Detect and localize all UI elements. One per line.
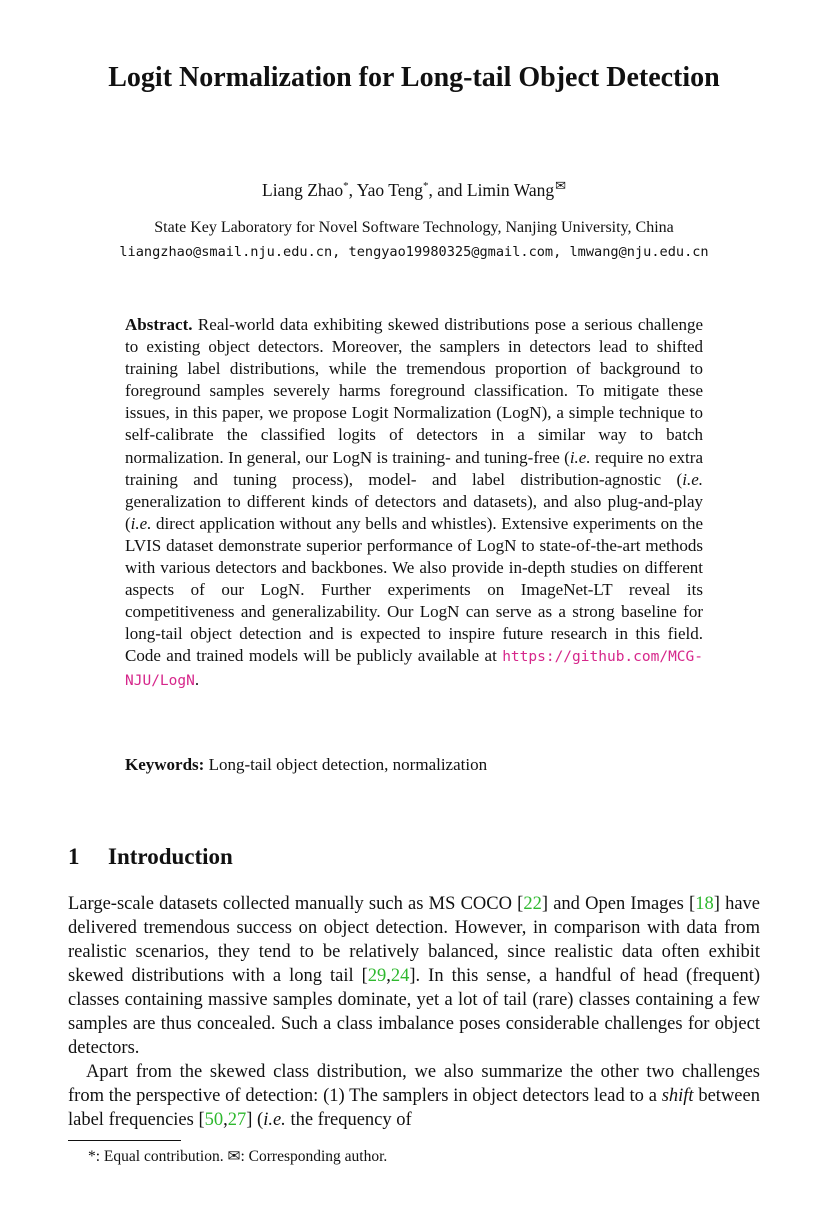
abstract-label: Abstract.	[125, 315, 193, 334]
code-link[interactable]: https://github.com/MCG-NJU/LogN	[125, 649, 703, 689]
paragraph-text: Apart from the skewed class distribution, we also summarize the other two challenges from the perspective of detection: (1) The samplers in object detectors lead to a	[68, 1062, 760, 1106]
citation-link[interactable]: 27	[227, 1110, 247, 1130]
footnote-text: : Corresponding author.	[240, 1148, 388, 1165]
paragraph-text: ] (	[246, 1110, 264, 1130]
footnote	[88, 1146, 387, 1168]
citation-link[interactable]: 18	[695, 894, 714, 914]
paragraph-text: ]. In this sense, a handful of head (frequent) classes containing massive samples dominate, yet a lot of tail (rare) classes containing a few samples are thus concealed. Such a class imbalance poses considerable challenges for object detectors.	[68, 966, 760, 1058]
citation-link[interactable]: 50	[204, 1110, 224, 1130]
ie-abbrev: i.e.	[263, 1110, 286, 1130]
emphasis-text: shift	[661, 1086, 694, 1106]
ie-abbrev: i.e.	[682, 469, 703, 489]
footnote-text: : Equal contribution.	[95, 1148, 228, 1165]
abstract-text: require no extra training and tuning process), model- and label distribution-agnostic (	[125, 447, 703, 489]
citation-link[interactable]: 22	[523, 894, 542, 914]
paragraph-text: ] and Open Images [	[541, 894, 696, 914]
abstract-text: direct application without any bells and whistles). Extensive experiments on the LVIS dataset demonstrate superior performance of LogN to state-of-the-art methods with various detectors and backbones. We also provide in-depth studies on different aspects of our LogN. Further experiments on ImageNet-LT reveal its competitiveness and generalizability. Our LogN can serve as a strong baseline for long-tail object detection and is expected to inspire future research in this field. Code and trained models will be publicly available at	[125, 513, 703, 666]
author-separator: ,	[348, 180, 357, 200]
ie-abbrev: i.e.	[569, 447, 591, 467]
equal-contribution-mark: *	[422, 180, 429, 193]
keywords-label: Keywords:	[125, 755, 205, 774]
citation-separator: ,	[386, 966, 391, 986]
section-heading	[68, 842, 233, 872]
author-name: Liang Zhao	[262, 180, 344, 200]
envelope-icon: ✉	[227, 1148, 241, 1165]
citation-separator: ,	[223, 1110, 228, 1130]
author-list	[0, 173, 828, 203]
keywords	[125, 753, 725, 777]
abstract-text: generalization to different kinds of detectors and datasets), and also plug-and-play (	[125, 491, 703, 533]
abstract-end: .	[194, 669, 200, 689]
author-name: Yao Teng	[356, 180, 423, 200]
section-title: Introduction	[108, 844, 233, 869]
abstract-text: Real-world data exhibiting skewed distributions pose a serious challenge to existing object detectors. Moreover, the samplers in detectors lead to shifted training label distributions, while the tremendous proportion of background to foreground samples severely harms foreground classification. To mitigate these issues, in this paper, we propose Logit Normalization (LogN), a simple technique to self-calibrate the classified logits of detectors in a similar way to batch normalization. In general, our LogN is training- and tuning-free (	[125, 315, 703, 467]
author-emails: liangzhao@smail.nju.edu.cn, tengyao19980325@gmail.com, lmwang@nju.edu.cn	[119, 244, 709, 260]
affiliation: State Key Laboratory for Novel Software Technology, Nanjing University, China	[154, 219, 674, 236]
equal-contribution-mark: *	[343, 180, 349, 193]
keywords-text: Long-tail object detection, normalization	[204, 755, 488, 774]
paragraph	[68, 1060, 760, 1132]
paragraph-text: ] have delivered tremendous success on object detection. However, in comparison with data from realistic scenarios, they tend to be relatively balanced, since realistic data often exhibit skewed distributions with a long tail [	[68, 894, 760, 986]
paragraph-text: Large-scale datasets collected manually such as MS COCO [	[68, 894, 524, 914]
paper-title: Logit Normalization for Long-tail Object Detection	[108, 62, 720, 93]
section-number: 1	[68, 844, 80, 869]
equal-contribution-mark: *	[88, 1148, 96, 1165]
citation-link[interactable]: 24	[390, 966, 410, 986]
author-name: Limin Wang	[466, 180, 555, 200]
citation-link[interactable]: 29	[367, 966, 387, 986]
footnote-rule	[68, 1140, 181, 1141]
introduction-body	[68, 892, 760, 1132]
abstract	[125, 314, 703, 692]
paragraph-text: between label frequencies [	[68, 1086, 760, 1130]
author-separator: , and	[428, 180, 467, 200]
paragraph	[68, 892, 760, 1060]
envelope-icon: ✉	[555, 178, 566, 193]
paragraph-text: the frequency of	[285, 1110, 412, 1130]
ie-abbrev: i.e.	[130, 513, 152, 533]
